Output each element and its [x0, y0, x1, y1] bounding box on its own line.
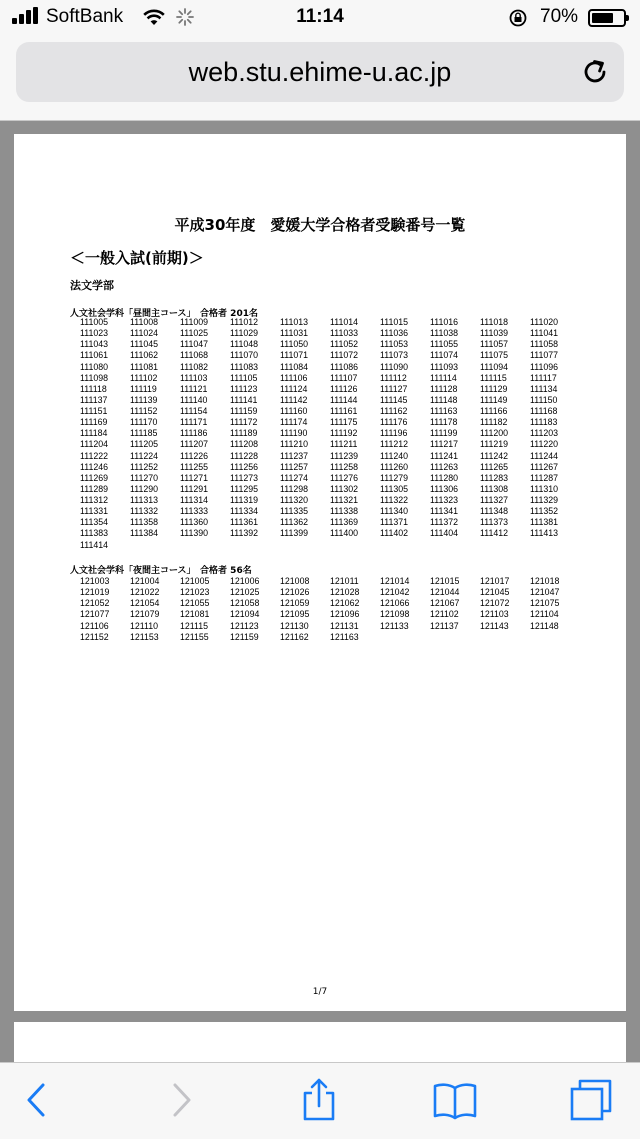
admission-number: 111124	[280, 383, 308, 394]
admission-number: 111053	[380, 339, 409, 350]
admission-number: 111319	[230, 495, 259, 506]
carrier-name: SoftBank	[46, 6, 124, 27]
admission-number: 111291	[180, 483, 209, 494]
admission-number: 121047	[530, 587, 560, 598]
admission-number: 111360	[180, 517, 209, 528]
status-bar	[0, 0, 640, 36]
admission-number: 111273	[230, 472, 259, 483]
url-text[interactable]: web.stu.ehime-u.ac.jp	[188, 57, 452, 87]
admission-number: 111295	[230, 483, 259, 494]
admission-number: 111335	[280, 506, 309, 517]
admission-number: 111267	[530, 461, 559, 472]
admission-number: 111204	[80, 439, 109, 450]
admission-number: 121028	[330, 587, 360, 598]
admission-number: 111102	[130, 372, 158, 383]
admission-number: 111192	[330, 428, 358, 439]
battery-percent: 70%	[540, 6, 579, 27]
admission-number: 111112	[380, 372, 407, 383]
admission-number: 111199	[430, 428, 458, 439]
admission-number: 111210	[280, 439, 309, 450]
admission-number: 111086	[330, 361, 359, 372]
admission-number: 111171	[180, 417, 208, 428]
admission-number: 111144	[330, 394, 358, 405]
admission-number: 121133	[380, 620, 409, 631]
course-heading-night: 人文社会学科「夜間主コース」 合格者 56名	[70, 566, 252, 576]
admission-number: 121052	[80, 598, 110, 609]
admission-number: 111038	[430, 328, 459, 339]
address-bar[interactable]	[16, 42, 624, 102]
admission-number: 121159	[230, 631, 259, 642]
browser-top-bar	[0, 0, 640, 121]
admission-number: 111283	[480, 472, 509, 483]
admission-number: 121066	[380, 598, 410, 609]
battery-fill	[592, 13, 613, 23]
admission-number: 111126	[330, 383, 358, 394]
admission-number: 121104	[530, 609, 559, 620]
admission-number: 121148	[530, 620, 559, 631]
admission-number: 121062	[330, 598, 360, 609]
admission-number: 111029	[230, 328, 259, 339]
pdf-page-next	[14, 1022, 626, 1062]
reload-icon[interactable]	[578, 55, 612, 89]
admission-number: 111150	[530, 394, 558, 405]
admission-number: 111211	[330, 439, 358, 450]
admission-number: 111244	[530, 450, 559, 461]
admission-number: 111114	[430, 372, 457, 383]
admission-number: 111072	[330, 350, 359, 361]
admission-number: 111208	[230, 439, 259, 450]
admission-number: 111048	[230, 339, 259, 350]
admission-number: 111012	[230, 317, 259, 327]
admission-number: 111276	[330, 472, 359, 483]
admission-number: 121095	[280, 609, 310, 620]
admission-number: 121058	[230, 598, 260, 609]
battery-icon	[588, 9, 626, 27]
admission-number: 111290	[130, 483, 159, 494]
admission-number: 121162	[280, 631, 309, 642]
admission-number: 111257	[280, 461, 309, 472]
admission-number: 111237	[280, 450, 309, 461]
admission-number: 111033	[330, 328, 359, 339]
admission-number: 121044	[430, 587, 460, 598]
admission-number: 121081	[180, 609, 210, 620]
admission-number: 111280	[430, 472, 459, 483]
course-heading-day: 人文社会学科「昼間主コース」 合格者 201名	[70, 309, 258, 319]
admission-number: 111228	[230, 450, 259, 461]
admission-number: 121110	[130, 620, 159, 631]
admission-number: 121075	[530, 598, 560, 609]
admission-number: 111174	[280, 417, 308, 428]
admission-number: 121014	[380, 576, 410, 586]
admission-number: 111148	[430, 394, 458, 405]
pdf-viewer[interactable]	[0, 121, 640, 1062]
admission-number: 121094	[230, 609, 260, 620]
admission-number: 111369	[330, 517, 359, 528]
admission-number: 111399	[280, 528, 309, 539]
admission-number: 111008	[130, 317, 159, 327]
admission-number: 121131	[330, 620, 359, 631]
admission-number: 111163	[430, 406, 458, 417]
admission-number: 111246	[80, 461, 109, 472]
admission-number: 111145	[380, 394, 408, 405]
admission-number: 111258	[330, 461, 359, 472]
admission-number: 111090	[380, 361, 409, 372]
admission-number: 111256	[230, 461, 259, 472]
admission-number: 121155	[180, 631, 209, 642]
admission-number: 111015	[380, 317, 409, 327]
admission-number: 111009	[180, 317, 209, 327]
admission-number: 111166	[480, 406, 508, 417]
admission-number: 111220	[530, 439, 559, 450]
admission-number: 121011	[330, 576, 359, 586]
admission-number: 111129	[480, 383, 508, 394]
admission-number: 111362	[280, 517, 309, 528]
admission-number: 111103	[180, 372, 208, 383]
admission-number: 111141	[230, 394, 258, 405]
admission-number: 111219	[480, 439, 509, 450]
admission-number: 111327	[480, 495, 509, 506]
admission-number: 111240	[380, 450, 409, 461]
admission-number: 111039	[480, 328, 509, 339]
admission-number: 111255	[180, 461, 209, 472]
admission-number: 111031	[280, 328, 309, 339]
admission-number: 111392	[230, 528, 259, 539]
admission-number: 111332	[130, 506, 159, 517]
admission-number: 111279	[380, 472, 409, 483]
admission-number: 111182	[480, 417, 508, 428]
admission-number: 111005	[80, 317, 109, 327]
admission-number: 111170	[130, 417, 158, 428]
admission-number: 111052	[330, 339, 359, 350]
admission-number: 111013	[280, 317, 309, 327]
admission-number: 111302	[330, 483, 359, 494]
admission-number: 111331	[80, 506, 109, 517]
admission-number: 121123	[230, 620, 259, 631]
admission-number: 111172	[230, 417, 258, 428]
admission-number: 111071	[280, 350, 309, 361]
admission-number: 121054	[130, 598, 160, 609]
admission-number: 111260	[380, 461, 409, 472]
admission-number: 111154	[180, 406, 208, 417]
admission-number: 111107	[330, 372, 358, 383]
admission-number: 111263	[430, 461, 459, 472]
admission-number: 111057	[480, 339, 509, 350]
admission-number: 111306	[430, 483, 459, 494]
admission-number: 111081	[130, 361, 159, 372]
admission-number: 111269	[80, 472, 109, 483]
admission-number: 121006	[230, 576, 260, 586]
admission-number: 121163	[330, 631, 359, 642]
admission-number: 111242	[480, 450, 509, 461]
admission-number: 111189	[230, 428, 258, 439]
admission-number: 111308	[480, 483, 509, 494]
admission-number: 111105	[230, 372, 258, 383]
admission-number: 111361	[230, 517, 259, 528]
admission-number: 111334	[230, 506, 259, 517]
admission-number: 111383	[80, 528, 109, 539]
admission-number: 111128	[430, 383, 458, 394]
admission-number: 121026	[280, 587, 310, 598]
admission-number: 111055	[430, 339, 459, 350]
admission-number: 121152	[80, 631, 109, 642]
admission-number: 111084	[280, 361, 309, 372]
admission-number: 111050	[280, 339, 309, 350]
admission-number: 111075	[480, 350, 509, 361]
admission-number: 121003	[80, 576, 110, 586]
admission-number: 111036	[380, 328, 409, 339]
admission-number: 111175	[330, 417, 358, 428]
admission-number: 111400	[330, 528, 359, 539]
admission-number: 111271	[180, 472, 209, 483]
admission-number: 111160	[280, 406, 308, 417]
document-title: 平成30年度 愛媛大学合格者受験番号一覧	[174, 216, 466, 234]
admission-number: 111117	[530, 372, 557, 383]
admission-number: 111121	[180, 383, 208, 394]
admission-number: 121072	[480, 598, 510, 609]
faculty-heading: 法文学部	[70, 279, 114, 292]
exam-type-heading: ＜一般入試(前期)＞	[70, 249, 204, 267]
admission-number: 111329	[530, 495, 559, 506]
admission-number: 111127	[380, 383, 408, 394]
admission-number: 111196	[380, 428, 408, 439]
admission-number: 111348	[480, 506, 509, 517]
rotation-lock-icon	[508, 8, 528, 28]
admission-number: 121008	[280, 576, 310, 586]
bookmarks-icon[interactable]	[432, 1077, 478, 1123]
admission-number: 111212	[380, 439, 409, 450]
admission-number: 111062	[130, 350, 159, 361]
admission-number: 111159	[230, 406, 258, 417]
pdf-page	[14, 134, 626, 1011]
page-number: 1/7	[312, 987, 328, 997]
admission-number: 111371	[380, 517, 409, 528]
admission-number: 111390	[180, 528, 209, 539]
admission-number: 111226	[180, 450, 209, 461]
admission-number: 111024	[130, 328, 159, 339]
admission-number: 111207	[180, 439, 209, 450]
admission-number: 111083	[230, 361, 259, 372]
admission-number: 111289	[80, 483, 109, 494]
admission-number: 111333	[180, 506, 209, 517]
admission-number: 111312	[80, 495, 109, 506]
admission-number: 111073	[380, 350, 409, 361]
admission-number: 111047	[180, 339, 209, 350]
admission-number: 111106	[280, 372, 308, 383]
admission-number: 121004	[130, 576, 160, 586]
admission-number: 111224	[130, 450, 159, 461]
admission-number: 111082	[180, 361, 209, 372]
admission-number: 111041	[530, 328, 559, 339]
admission-number: 111323	[430, 495, 459, 506]
admission-number: 111414	[80, 539, 109, 550]
admission-number: 121059	[280, 598, 310, 609]
admission-number: 111115	[480, 372, 507, 383]
admission-number: 111025	[180, 328, 209, 339]
admission-number: 111139	[130, 394, 158, 405]
admission-number: 121067	[430, 598, 460, 609]
admission-number: 121005	[180, 576, 210, 586]
admission-number: 121079	[130, 609, 160, 620]
admission-number: 121098	[380, 609, 410, 620]
admission-number: 111178	[430, 417, 458, 428]
admission-number: 111023	[80, 328, 109, 339]
admission-number: 111305	[380, 483, 409, 494]
admission-number: 121153	[130, 631, 159, 642]
admission-number: 111077	[530, 350, 559, 361]
admission-number: 111298	[280, 483, 309, 494]
admission-number: 111239	[330, 450, 359, 461]
admission-number: 121102	[430, 609, 459, 620]
back-icon[interactable]	[14, 1077, 60, 1123]
admission-number: 111018	[480, 317, 509, 327]
admission-number: 111265	[480, 461, 509, 472]
admission-number: 111140	[180, 394, 208, 405]
admission-number: 111014	[330, 317, 359, 327]
admission-number: 121077	[80, 609, 110, 620]
admission-number: 111118	[80, 383, 107, 394]
admission-number: 111274	[280, 472, 309, 483]
admission-number: 111402	[380, 528, 409, 539]
admission-number: 111074	[430, 350, 459, 361]
admission-number: 111070	[230, 350, 259, 361]
admission-number: 111287	[530, 472, 559, 483]
admission-number: 111151	[80, 406, 108, 417]
admission-number: 111381	[530, 517, 559, 528]
admission-number: 111340	[380, 506, 409, 517]
admission-number: 111152	[130, 406, 158, 417]
admission-number: 111168	[530, 406, 558, 417]
admission-number: 111080	[80, 361, 109, 372]
admission-number: 111338	[330, 506, 359, 517]
admission-number: 111270	[130, 472, 159, 483]
admission-number: 111119	[130, 383, 157, 394]
admission-number: 111310	[530, 483, 559, 494]
admission-number: 111322	[380, 495, 409, 506]
admission-number: 121023	[180, 587, 210, 598]
admission-number: 111314	[180, 495, 209, 506]
admission-number: 111358	[130, 517, 159, 528]
admission-number: 111045	[130, 339, 159, 350]
admission-number: 111123	[230, 383, 258, 394]
admission-number: 121137	[430, 620, 459, 631]
admission-number: 111149	[480, 394, 508, 405]
admission-number: 111190	[280, 428, 308, 439]
admission-number: 121115	[180, 620, 209, 631]
admission-number: 111384	[130, 528, 159, 539]
browser-toolbar	[0, 1062, 640, 1139]
admission-number: 111061	[80, 350, 109, 361]
status-time: 11:14	[296, 6, 344, 27]
admission-number: 111176	[380, 417, 408, 428]
admission-number: 111185	[130, 428, 158, 439]
admission-number: 111134	[530, 383, 558, 394]
admission-number: 111043	[80, 339, 109, 350]
admission-number: 111169	[80, 417, 108, 428]
admission-number: 121019	[80, 587, 110, 598]
admission-number: 121018	[530, 576, 560, 586]
admission-number: 111217	[430, 439, 459, 450]
admission-number: 121055	[180, 598, 210, 609]
admission-number: 111016	[430, 317, 459, 327]
admission-number: 111413	[530, 528, 559, 539]
admission-number: 121025	[230, 587, 260, 598]
admission-number: 111352	[530, 506, 559, 517]
share-icon[interactable]	[296, 1077, 342, 1123]
admission-number: 111373	[480, 517, 509, 528]
admission-number: 121022	[130, 587, 160, 598]
admission-number: 111205	[130, 439, 159, 450]
admission-number: 111068	[180, 350, 209, 361]
admission-number: 121130	[280, 620, 309, 631]
admission-number: 111020	[530, 317, 559, 327]
admission-number: 111093	[430, 361, 459, 372]
admission-number: 111241	[430, 450, 459, 461]
forward-icon[interactable]	[158, 1077, 204, 1123]
admission-number: 111161	[330, 406, 358, 417]
admission-number: 111341	[430, 506, 459, 517]
admission-number: 111200	[480, 428, 509, 439]
admission-number: 111142	[280, 394, 308, 405]
tabs-icon[interactable]	[568, 1077, 614, 1123]
admission-number: 111137	[80, 394, 108, 405]
admission-number: 121103	[480, 609, 509, 620]
admission-number: 121143	[480, 620, 509, 631]
admission-number: 111404	[430, 528, 459, 539]
admission-number: 121042	[380, 587, 410, 598]
admission-number: 111412	[480, 528, 509, 539]
admission-number: 111183	[530, 417, 558, 428]
admission-number: 111222	[80, 450, 109, 461]
admission-number: 121096	[330, 609, 360, 620]
admission-number: 121045	[480, 587, 510, 598]
admission-number: 111186	[180, 428, 208, 439]
admission-number: 111098	[80, 372, 109, 383]
admission-number: 111313	[130, 495, 159, 506]
admission-number: 111320	[280, 495, 309, 506]
admission-number: 111162	[380, 406, 408, 417]
admission-number: 111203	[530, 428, 559, 439]
admission-number: 111321	[330, 495, 359, 506]
admission-number: 121106	[80, 620, 109, 631]
admission-number: 111354	[80, 517, 109, 528]
admission-number: 111094	[480, 361, 509, 372]
admission-number: 111096	[530, 361, 559, 372]
admission-number: 121017	[480, 576, 510, 586]
admission-number: 121015	[430, 576, 460, 586]
admission-number: 111372	[430, 517, 459, 528]
admission-number: 111184	[80, 428, 108, 439]
admission-number: 111252	[130, 461, 159, 472]
admission-number: 111058	[530, 339, 559, 350]
